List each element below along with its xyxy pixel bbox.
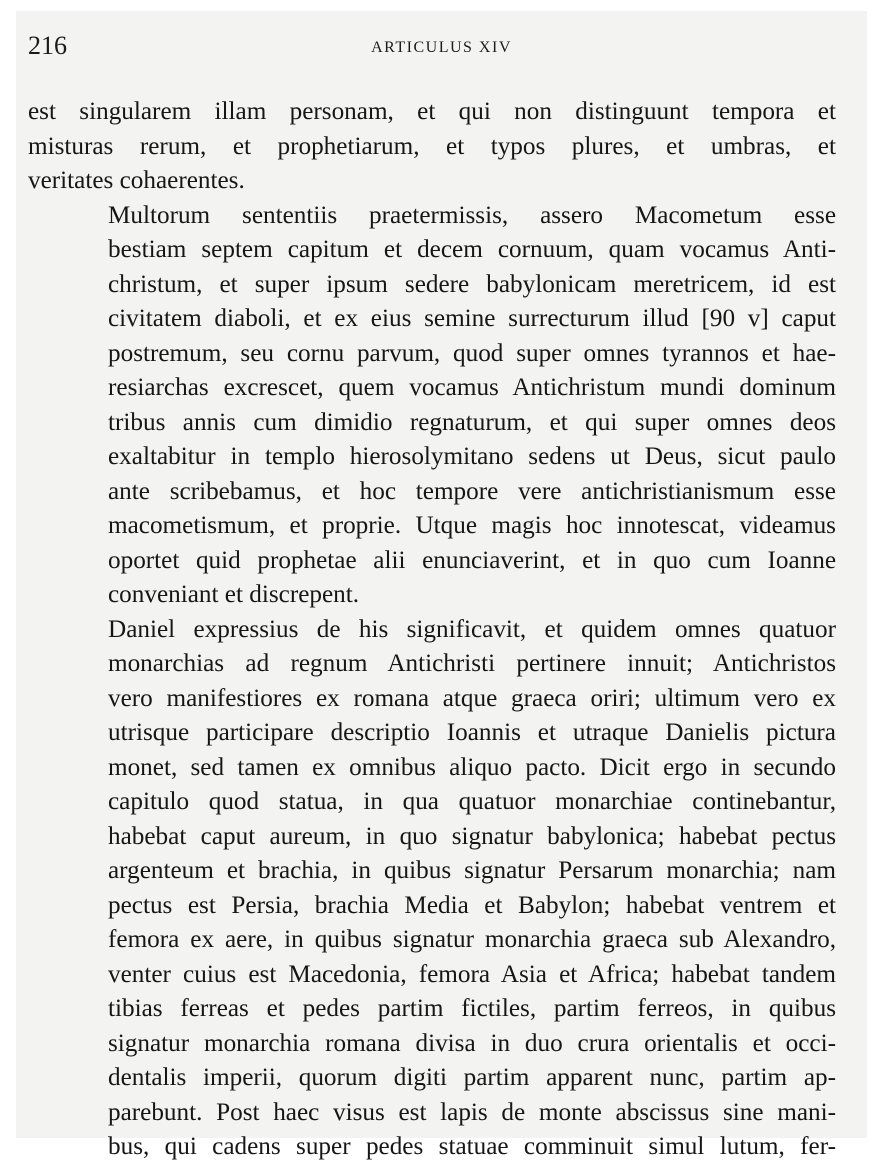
text-line: habebat caput aureum, in quo signatur babylonica; habebat pectus	[108, 822, 836, 850]
text-line: macometismum, et proprie. Utque magis hoc innotescat, videamus	[108, 512, 836, 539]
text-line: christum, et super ipsum sedere babylonicam meretricem, id est	[108, 270, 836, 298]
text-line: est singularem illam personam, et qui non distinguunt tempora et	[28, 98, 836, 125]
text-line: tribus annis cum dimidio regnaturum, et qui super omnes deos	[108, 408, 836, 436]
running-head: ARTICULUS XIV	[371, 39, 512, 56]
text-line: venter cuius est Macedonia, femora Asia et Africa; habebat tandem	[108, 960, 836, 988]
paragraph	[28, 613, 836, 1165]
text-line: argenteum et brachia, in quibus signatur Persarum monarchia; nam	[108, 857, 836, 884]
paragraph	[28, 95, 836, 199]
text-line: monarchias ad regnum Antichristi pertinere innuit; Antichristos	[108, 650, 836, 677]
text-line: dentalis imperii, quorum digiti partim apparent nunc, partim ap-	[108, 1064, 836, 1091]
text-line: capitulo quod statua, in qua quatuor monarchiae continebantur,	[108, 788, 836, 815]
text-line: postremum, seu cornu parvum, quod super omnes tyrannos et hae-	[108, 339, 836, 367]
text-line: signatur monarchia romana divisa in duo crura orientalis et occi-	[108, 1029, 836, 1057]
book-page	[16, 11, 867, 1160]
text-line: monet, sed tamen ex omnibus aliquo pacto. Dicit ergo in secundo	[108, 753, 836, 781]
text-line: femora ex aere, in quibus signatur monarchia graeca sub Alexandro,	[108, 926, 836, 953]
paragraph	[28, 199, 836, 613]
text-line: pectus est Persia, brachia Media et Babylon; habebat ventrem et	[108, 891, 836, 919]
body-text	[28, 95, 836, 1165]
text-line: resiarchas excrescet, quem vocamus Antichristum mundi dominum	[108, 374, 836, 401]
text-line: misturas rerum, et prophetiarum, et typos plures, et umbras, et	[28, 132, 836, 160]
text-line: exaltabitur in templo hierosolymitano sedens ut Deus, sicut paulo	[108, 443, 836, 470]
page-number: 216	[28, 31, 67, 60]
text-line: tibias ferreas et pedes partim fictiles, partim ferreos, in quibus	[108, 995, 836, 1022]
text-line: oportet quid prophetae alii enunciaverint, et in quo cum Ioanne	[108, 546, 836, 574]
page-header	[28, 31, 855, 71]
text-line: vero manifestiores ex romana atque graeca oriri; ultimum vero ex	[108, 684, 836, 712]
text-line: civitatem diaboli, et ex eius semine surrecturum illud [90 v] caput	[108, 305, 836, 332]
text-line: bestiam septem capitum et decem cornuum, quam vocamus Anti-	[108, 236, 836, 263]
text-line: conveniant et discrepent.	[108, 581, 360, 608]
text-line: parebunt. Post haec visus est lapis de monte abscissus sine mani-	[108, 1098, 836, 1126]
text-line: Multorum sententiis praetermissis, assero Macometum esse	[108, 201, 836, 229]
text-line: veritates cohaerentes.	[28, 167, 245, 194]
text-line: ante scribebamus, et hoc tempore vere antichristianismum esse	[108, 477, 836, 505]
text-line: bus, qui cadens super pedes statuae comminuit simul lutum, fer-	[108, 1133, 836, 1160]
text-line: utrisque participare descriptio Ioannis et utraque Danielis pictura	[108, 719, 836, 746]
text-line: Daniel expressius de his significavit, et quidem omnes quatuor	[108, 615, 836, 643]
